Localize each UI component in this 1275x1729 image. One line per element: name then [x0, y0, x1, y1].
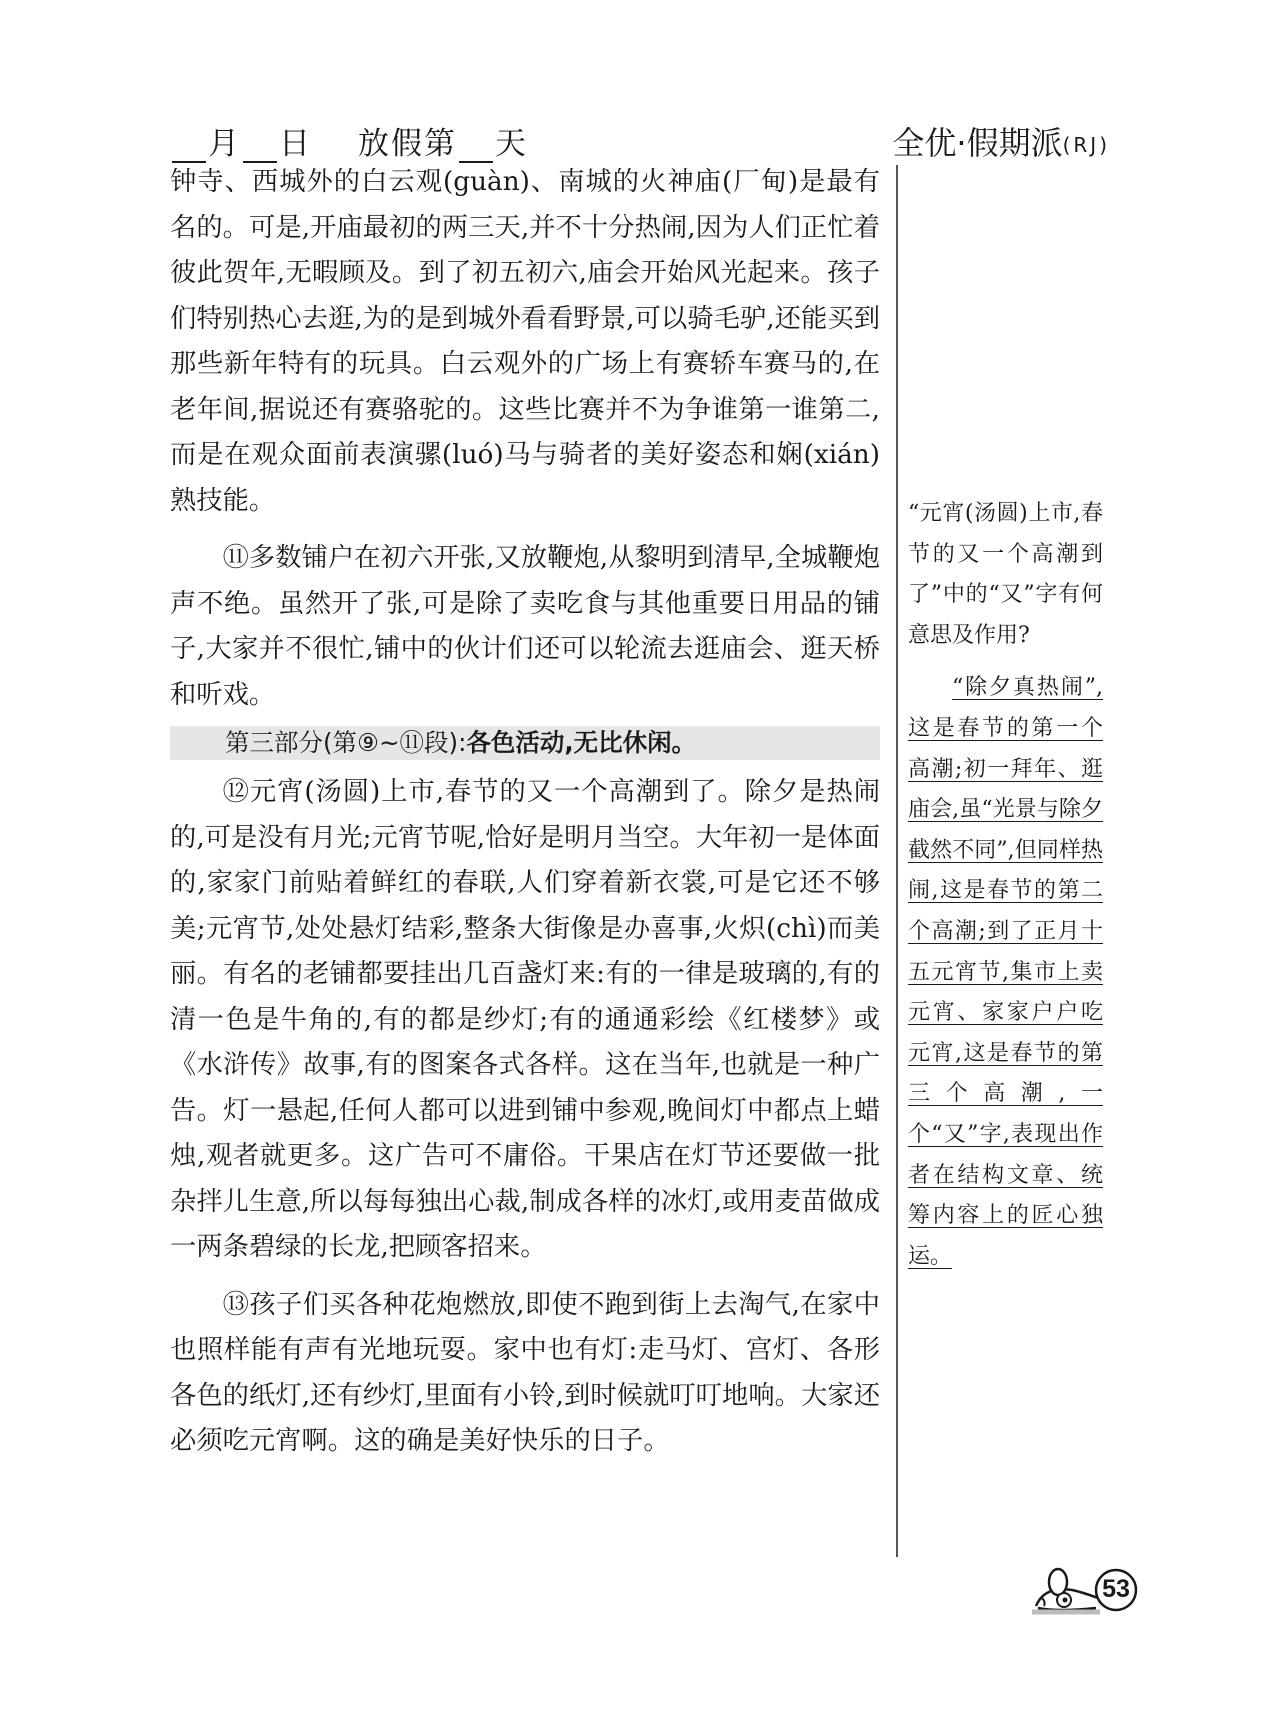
- brand-title: [892, 118, 1110, 164]
- page-number-badge: [1028, 1562, 1138, 1622]
- holiday-suffix: 天: [495, 126, 528, 162]
- side-answer-text: “除夕真热闹”,这是春节的第一个高潮;初一拜年、逛庙会,虽“光景与除夕截然不同”,但同样热闹,这是春节的第二个高潮;到了正月十五元宵节,集市上卖元宵、家家户户吃元宵,这是春节的第三个高潮,一个“又”字,表现出作者在结构文章、统筹内容上的匠心独运。: [908, 675, 1103, 1269]
- summary-bold: 各色活动,无比休闲。: [466, 728, 697, 757]
- paragraph-11: ⑪多数铺户在初六开张,又放鞭炮,从黎明到清早,全城鞭炮声不绝。虽然开了张,可是除了卖吃食与其他重要日用品的铺子,大家并不很忙,铺中的伙计们还可以轮流去逛庙会、逛天桥和听戏。: [170, 543, 880, 710]
- side-question: “元宵(汤圆)上市,春节的又一个高潮到了”中的“又”字有何意思及作用?: [908, 501, 1103, 648]
- paragraph-13: ⑬孩子们买各种花炮燃放,即使不跑到街上去淘气,在家中也照样能有声有光地玩耍。家中也有灯:走马灯、宫灯、各形各色的纸灯,还有纱灯,里面有小铃,到时候就叮叮地响。大家还必须吃元宵啊。这的确是美好快乐的日子。: [170, 1289, 880, 1456]
- side-answer: [908, 668, 1103, 1277]
- page-header: [170, 118, 1110, 166]
- main-text-column: [170, 160, 880, 1465]
- edition-label: (RJ): [1062, 133, 1110, 157]
- section-summary: [170, 726, 880, 760]
- paragraph-continued: 钟寺、西城外的白云观(guàn)、南城的火神庙(厂甸)是最有名的。可是,开庙最初的两三天,并不十分热闹,因为人们正忙着彼此贺年,无暇顾及。到了初五初六,庙会开始风光起来。孩子们特别热心去逛,为的是到城外看看野景,可以骑毛驴,还能买到那些新年特有的玩具。白云观外的广场上有赛轿车赛马的,在老年间,据说还有赛骆驼的。这些比赛并不为争谁第一谁第二,而是在观众面前表演骡(luó)马与骑者的美好姿态和娴(xián)熟技能。: [170, 167, 880, 516]
- paragraph-12: ⑫元宵(汤圆)上市,春节的又一个高潮到了。除夕是热闹的,可是没有月光;元宵节呢,恰好是明月当空。大年初一是体面的,家家门前贴着鲜红的春联,人们穿着新衣裳,可是它还不够美;元宵节,处处悬灯结彩,整条大街像是办喜事,火炽(chì)而美丽。有名的老铺都要挂出几百盏灯来:有的一律是玻璃的,有的清一色是牛角的,有的都是纱灯;有的通通彩绘《红楼梦》或《水浒传》故事,有的图案各式各样。这在当年,也就是一种广告。灯一悬起,任何人都可以进到铺中参观,晚间灯中都点上蜡烛,观者就更多。这广告可不庸俗。干果店在灯节还要做一批杂拌儿生意,所以每每独出心裁,制成各样的冰灯,或用麦苗做成一两条碧绿的长龙,把顾客招来。: [170, 777, 880, 1262]
- summary-prefix: 第三部分(第⑨~⑪段):: [225, 728, 467, 757]
- column-divider: [896, 165, 898, 1557]
- holiday-prefix: 放假第: [358, 126, 457, 162]
- day-label: 日: [279, 126, 312, 162]
- side-annotation: [908, 494, 1103, 1277]
- month-label: 月: [208, 126, 241, 162]
- holiday-day-blank[interactable]: [459, 133, 493, 163]
- brand-name: 全优·假期派: [892, 124, 1063, 162]
- month-blank[interactable]: [172, 133, 206, 163]
- day-blank[interactable]: [243, 133, 277, 163]
- date-fill-line: [170, 118, 528, 163]
- page-number: 53: [1102, 1575, 1130, 1603]
